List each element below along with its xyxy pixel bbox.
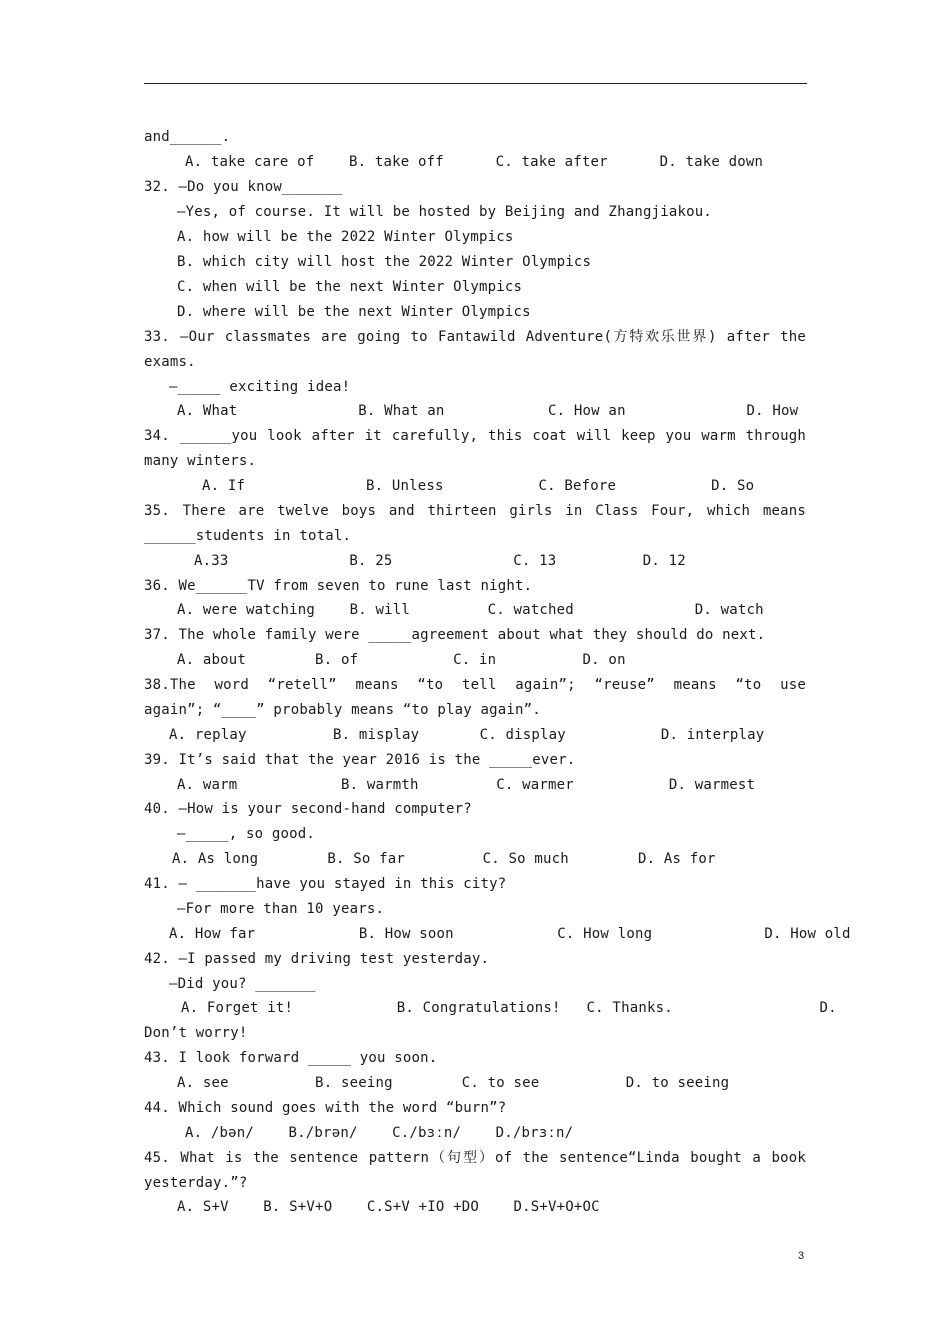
question-44: 44. Which sound goes with the word “burn”? bbox=[144, 1100, 507, 1116]
text-line: and______. bbox=[144, 129, 231, 145]
dialogue-line: —_____, so good. bbox=[177, 826, 316, 842]
question-35: 35. There are twelve boys and thirteen girls in Class Four, which means bbox=[144, 503, 806, 519]
options-line: A. As long B. So far C. So much D. As for bbox=[172, 851, 716, 867]
options-line: A. warm B. warmth C. warmer D. warmest bbox=[177, 777, 756, 793]
text-line: yesterday.”? bbox=[144, 1175, 248, 1191]
options-line: A. S+V B. S+V+O C.S+V +IO +DO D.S+V+O+OC bbox=[177, 1199, 600, 1215]
text-line: Don’t worry! bbox=[144, 1025, 248, 1041]
text-line: many winters. bbox=[144, 453, 257, 469]
question-32: 32. —Do you know_______ bbox=[144, 179, 343, 195]
option-c: C. when will be the next Winter Olympics bbox=[177, 279, 523, 295]
question-36: 36. We______TV from seven to rune last night. bbox=[144, 578, 533, 594]
text-line: again”; “____” probably means “to play again”. bbox=[144, 702, 541, 718]
options-line: A. Forget it! B. Congratulations! C. Thanks. D. bbox=[181, 1000, 837, 1016]
question-45: 45. What is the sentence pattern（句型）of the sentence“Linda bought a book bbox=[144, 1150, 806, 1166]
question-34: 34. ______you look after it carefully, this coat will keep you warm through bbox=[144, 428, 806, 444]
options-line: A. replay B. misplay C. display D. interplay bbox=[169, 727, 765, 743]
dialogue-line: —Yes, of course. It will be hosted by Beijing and Zhangjiakou. bbox=[177, 204, 712, 220]
question-41: 41. — _______have you stayed in this city? bbox=[144, 876, 507, 892]
options-line: A. /bən/ B./brən/ C./bɜːn/ D./brɜːn/ bbox=[185, 1125, 574, 1141]
question-33: 33. —Our classmates are going to Fantawild Adventure(方特欢乐世界) after the bbox=[144, 329, 806, 345]
header-rule bbox=[144, 83, 807, 84]
options-line: A. take care of B. take off C. take after D. take down bbox=[185, 154, 764, 170]
question-38: 38.The word “retell” means “to tell again”; “reuse” means “to use bbox=[144, 677, 806, 693]
options-line: A. see B. seeing C. to see D. to seeing bbox=[177, 1075, 730, 1091]
text-line: exams. bbox=[144, 354, 196, 370]
question-37: 37. The whole family were _____agreement about what they should do next. bbox=[144, 627, 766, 643]
option-b: B. which city will host the 2022 Winter Olympics bbox=[177, 254, 592, 270]
dialogue-line: —_____ exciting idea! bbox=[169, 379, 351, 395]
options-line: A.33 B. 25 C. 13 D. 12 bbox=[194, 553, 686, 569]
dialogue-line: —Did you? _______ bbox=[169, 976, 316, 992]
question-40: 40. —How is your second-hand computer? bbox=[144, 801, 472, 817]
options-line: A. How far B. How soon C. How long D. How old bbox=[169, 926, 851, 942]
options-line: A. If B. Unless C. Before D. So bbox=[202, 478, 755, 494]
page-number: 3 bbox=[798, 1250, 805, 1262]
option-a: A. how will be the 2022 Winter Olympics bbox=[177, 229, 514, 245]
options-line: A. about B. of C. in D. on bbox=[177, 652, 626, 668]
question-42: 42. —I passed my driving test yesterday. bbox=[144, 951, 490, 967]
options-line: A. were watching B. will C. watched D. watch bbox=[177, 602, 764, 618]
text-line: ______students in total. bbox=[144, 528, 352, 544]
question-43: 43. I look forward _____ you soon. bbox=[144, 1050, 438, 1066]
dialogue-line: —For more than 10 years. bbox=[177, 901, 385, 917]
option-d: D. where will be the next Winter Olympics bbox=[177, 304, 531, 320]
question-39: 39. It’s said that the year 2016 is the _____ever. bbox=[144, 752, 576, 768]
options-line: A. What B. What an C. How an D. How bbox=[177, 403, 799, 419]
